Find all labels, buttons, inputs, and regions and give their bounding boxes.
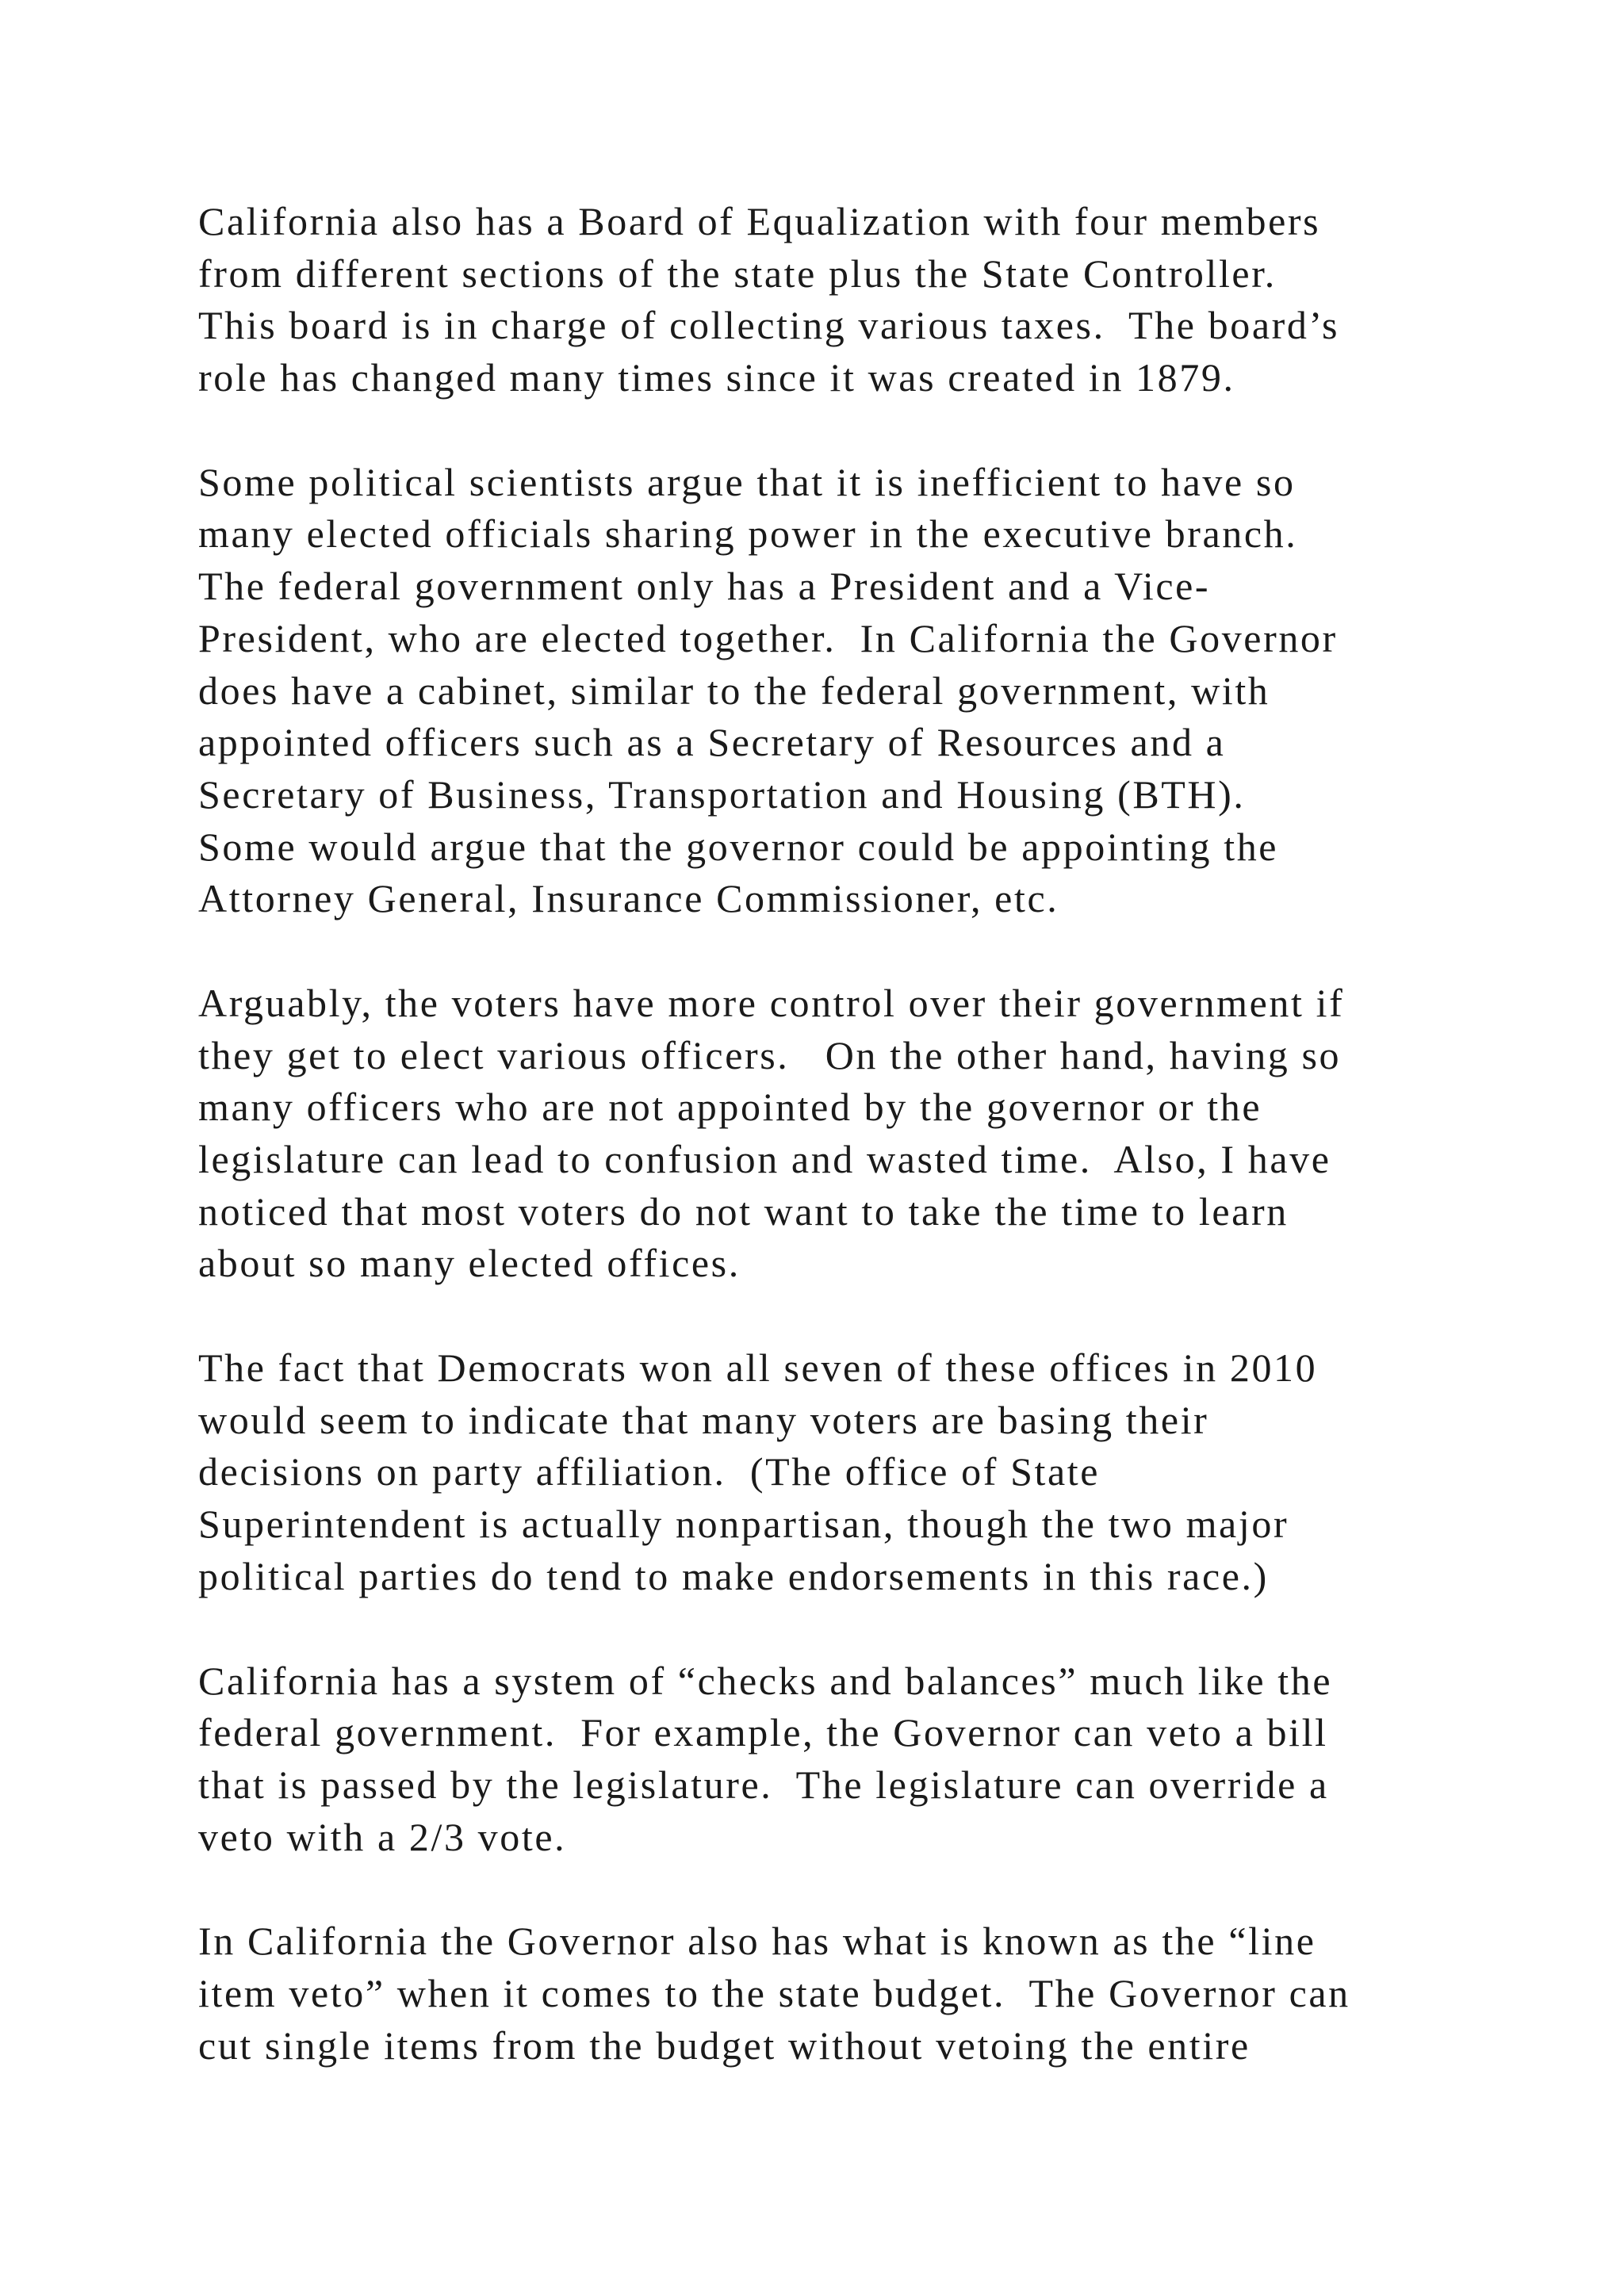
text-line: appointed officers such as a Secretary of Resources and a bbox=[198, 720, 1226, 765]
text-line: Arguably, the voters have more control over their government if bbox=[198, 980, 1345, 1025]
text-line: California has a system of “checks and balances” much like the bbox=[198, 1658, 1333, 1703]
text-line: decisions on party affiliation. (The office of State bbox=[198, 1449, 1101, 1494]
text-line: political parties do tend to make endorsements in this race.) bbox=[198, 1553, 1269, 1598]
text-line: item veto” when it comes to the state budget. The Governor can bbox=[198, 1970, 1350, 2015]
text-line: Attorney General, Insurance Commissioner, etc. bbox=[198, 876, 1059, 921]
text-line: veto with a 2/3 vote. bbox=[198, 1814, 567, 1859]
text-line: they get to elect various officers. On the other hand, having so bbox=[198, 1032, 1342, 1077]
text-line: California also has a Board of Equalization with four members bbox=[198, 199, 1321, 243]
paragraph-checks-and-balances bbox=[198, 1655, 1467, 1864]
text-line: Some would argue that the governor could be appointing the bbox=[198, 824, 1279, 869]
document-body bbox=[198, 196, 1467, 2124]
text-line: does have a cabinet, similar to the federal government, with bbox=[198, 668, 1270, 713]
paragraph-board-of-equalization bbox=[198, 196, 1467, 404]
paragraph-executive-branch bbox=[198, 457, 1467, 925]
text-line: The fact that Democrats won all seven of these offices in 2010 bbox=[198, 1345, 1318, 1391]
text-line: role has changed many times since it was created in 1879. bbox=[198, 355, 1235, 400]
text-line: cut single items from the budget without vetoing the entire bbox=[198, 2022, 1251, 2068]
text-line: about so many elected offices. bbox=[198, 1241, 741, 1286]
text-line: noticed that most voters do not want to take the time to learn bbox=[198, 1188, 1289, 1234]
text-line: Superintendent is actually nonpartisan, though the two major bbox=[198, 1502, 1289, 1547]
text-line: would seem to indicate that many voters are basing their bbox=[198, 1397, 1209, 1442]
text-line: Secretary of Business, Transportation and Housing (BTH). bbox=[198, 771, 1246, 817]
paragraph-line-item-veto bbox=[198, 1915, 1467, 2072]
paragraph-voter-control bbox=[198, 978, 1467, 1290]
text-line: legislature can lead to confusion and wasted time. Also, I have bbox=[198, 1137, 1331, 1181]
text-line: This board is in charge of collecting various taxes. The board’s bbox=[198, 303, 1340, 348]
text-line: many elected officials sharing power in the executive branch. bbox=[198, 511, 1298, 557]
text-line: federal government. For example, the Governor can veto a bill bbox=[198, 1710, 1328, 1755]
text-line: many officers who are not appointed by the governor or the bbox=[198, 1085, 1262, 1130]
text-line: President, who are elected together. In California the Governor bbox=[198, 615, 1338, 660]
paragraph-party-affiliation bbox=[198, 1342, 1467, 1602]
text-line: The federal government only has a President and a Vice- bbox=[198, 564, 1211, 609]
text-line: In California the Governor also has what is known as the “line bbox=[198, 1919, 1316, 1964]
text-line: from different sections of the state plus the State Controller. bbox=[198, 251, 1277, 296]
text-line: Some political scientists argue that it is inefficient to have so bbox=[198, 459, 1296, 504]
text-line: that is passed by the legislature. The legislature can override a bbox=[198, 1762, 1329, 1807]
